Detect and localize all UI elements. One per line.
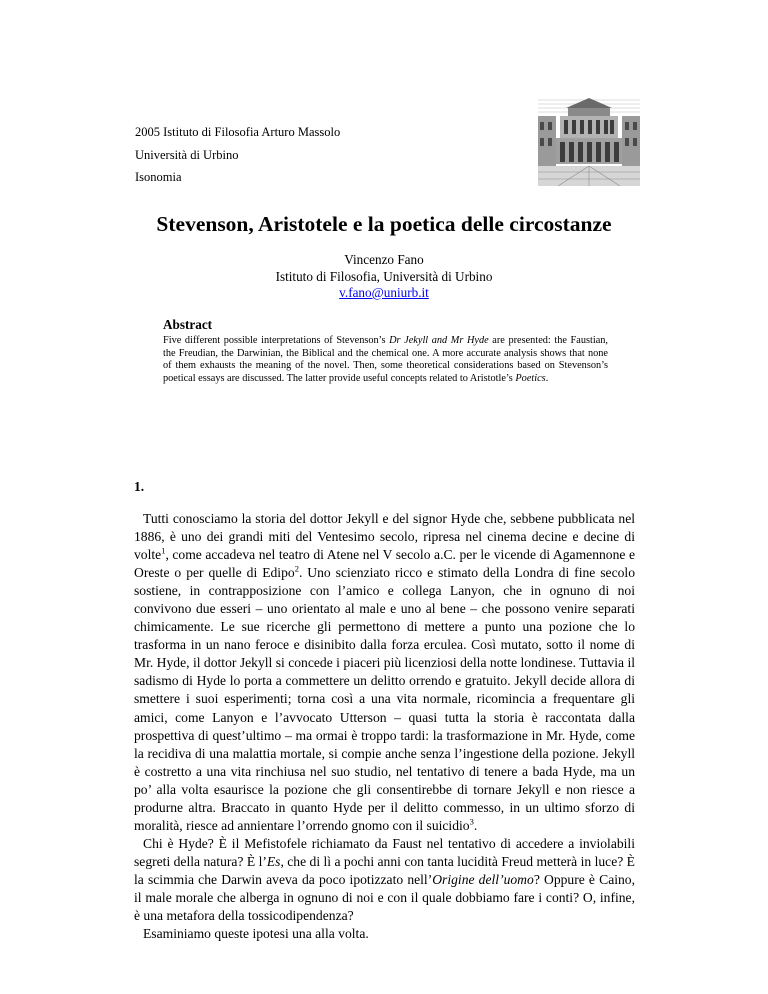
body-text [134, 510, 635, 943]
section-heading: 1. [134, 479, 145, 494]
abstract-text: Five different possible interpretations of Stevenson’s Dr Jekyll and Mr Hyde are presented: the Faustian, the Freudian, the Darwinian, the Biblical and the chemical one. A more accurate analysis shows that none of them exhausts the meaning of the novel. Then, some theoretical considerations based on Stevenson’s poetical essays are discussed. The latter provide useful concepts related to Aristotle’s Poetics. [163, 335, 609, 384]
paragraph: Esaminiamo queste ipotesi una alla volta. [143, 926, 369, 942]
abstract-heading: Abstract [163, 317, 213, 332]
author-name: Vincenzo Fano [344, 252, 424, 267]
ideal-city-logo [538, 96, 640, 186]
author-block [0, 252, 768, 302]
abstract-work-title: Dr Jekyll and Mr Hyde [389, 335, 489, 346]
footnote-marker[interactable]: 3 [469, 816, 474, 827]
header-line-journal: Isonomia [135, 170, 182, 184]
footnote-marker[interactable]: 2 [294, 563, 299, 574]
header-line-institute: 2005 Istituto di Filosofia Arturo Massolo [135, 125, 341, 139]
footnote-marker[interactable]: 1 [161, 545, 166, 556]
paragraph: Chi è Hyde? È il Mefistofele richiamato da Faust nel tentativo di accedere a inviolabili segreti della natura? È l’Es, che di lì a pochi anni con tanta lucidità Freud metterà in luce? È la scimmia che Darwin aveva da poco ipotizzato nell’Origine dell’uomo? Oppure è Caino, il male morale che alberga in ognuno di noi e con il quale dobbiamo fare i conti? O, infine, è una metafora della tossicodipendenza? [134, 835, 635, 924]
abstract [163, 317, 608, 385]
author-affiliation: Istituto di Filosofia, Università di Urbino [275, 268, 493, 284]
abstract-poetics: Poetics [515, 372, 546, 384]
paper-title: Stevenson, Aristotele e la poetica delle circostanze [156, 212, 612, 236]
journal-header [135, 121, 340, 189]
author-email-link[interactable]: v.fano@uniurb.it [339, 285, 429, 300]
paragraph: Tutti conosciamo la storia del dottor Jekyll e del signor Hyde che, sebbene pubblicata nel 1886, è uno dei grandi miti del Ventesimo secolo, ripresa nel cinema decine e decine di volte$^1$, come accadeva nel teatro di Atene nel V secolo a.C. per le vicende di Agamennone e Oreste o per quelle di Edipo$^2$. Uno scienziato ricco e stimato della Londra di fine secolo sostiene, in contrapposizione con l’amico e collega Lanyon, che in ognuno di noi convivono due esseri – uno orientato al male e uno al bene – che possono venire separati chimicamente. Le sue ricerche gli permettono di mettere a punto una pozione che lo trasforma in un nano feroce e disinibito dalla forza erculea. Così mutato, sotto il nome di Mr. Hyde, il dottor Jekyll si concede i piaceri più licenziosi della notte londinese. Tuttavia il sadismo di Hyde lo porta a commettere un delitto orrendo e gratuito. Jekyll decide allora di smettere i suoi esperimenti; torna così a una vita normale, ricomincia a frequentare gli amici, come Lanyon e l’avvocato Utterson – quasi tutta la storia è raccontata dalla prospettiva di quest’ultimo – ma ormai è troppo tardi: la trasformazione in Mr. Hyde, come la recidiva di una malattia mortale, si compie anche senza l’ingestione della pozione. Jekyll è costretto a una vita rinchiusa nel suo studio, nel tentativo di tenere a bada Hyde, ma un po’ alla volta esaurisce la pozione che gli consentirebbe di tornare Jekyll e non riesce a produrne altra. Braccato in quanto Hyde per il delitto commesso, in un ultimo sforzo di moralità, riesce ad annientare l’orrendo gnomo con il suicidio$^3$. [134, 511, 635, 833]
header-line-university: Università di Urbino [135, 147, 239, 162]
